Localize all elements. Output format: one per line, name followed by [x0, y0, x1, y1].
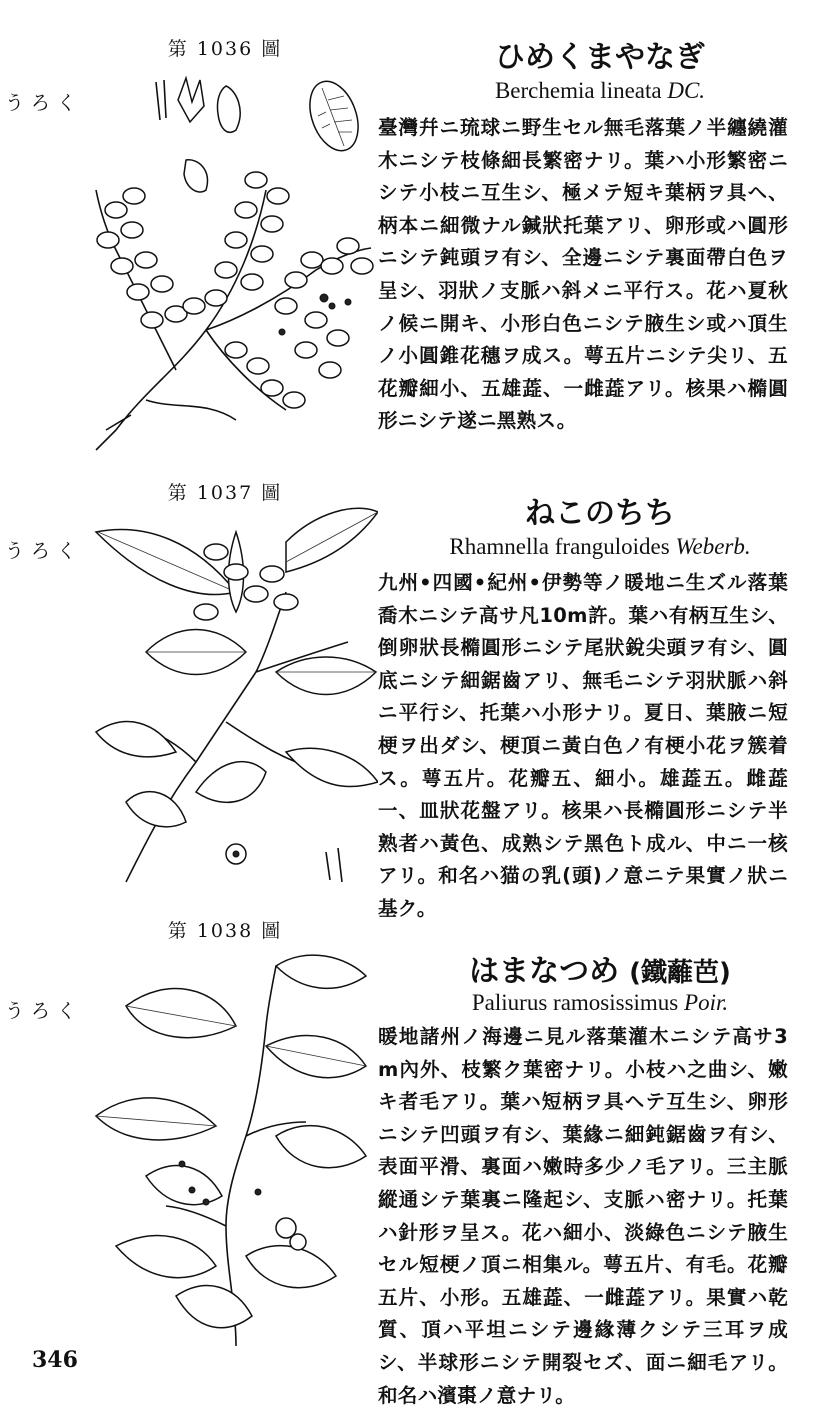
scientific-name: Rhamnella franguloides Weberb. [449, 534, 751, 559]
flower-detail-sketch [226, 844, 342, 882]
leaf-cluster [97, 172, 373, 408]
flower-detail-sketch [156, 78, 240, 192]
family-label: くろう [1, 540, 77, 562]
plant-illustration-berchemia [86, 70, 378, 460]
japanese-name: ねこのちち [525, 496, 675, 531]
page-number: 346 [32, 1347, 78, 1373]
japanese-name: はまなつめ (鐵蘺芭) [469, 954, 731, 989]
figure-label: 第 1038 圖 [167, 920, 283, 942]
family-label: くろう [1, 92, 77, 114]
plant-illustration-rhamnella [86, 502, 378, 894]
figure-label: 第 1037 圖 [167, 482, 283, 504]
scientific-name: Berchemia lineata DC. [494, 78, 706, 103]
leaf-detail-sketch [301, 75, 367, 158]
figure-label: 第 1036 圖 [167, 38, 283, 60]
scientific-name: Paliurus ramosissimus Poir. [471, 990, 729, 1015]
plant-illustration-paliurus [86, 946, 378, 1352]
description-text: 臺灣幷ニ琉球ニ野生セル無毛落葉ノ半纏繞灌木ニシテ枝條細長繁密ナリ。葉ハ小形繁密ニシテ小枝ニ互生シ、極メテ短キ葉柄ヲ具ヘ、柄本ニ細微ナル鍼狀托葉アリ、卵形或ハ圓形ニシテ鈍頭ヲ有シ、全邊ニシテ裏面帶白色ヲ呈シ、羽狀ノ支脈ハ斜メニ平行ス。花ハ夏秋ノ候ニ開キ、小形白色ニシテ腋生シ或ハ頂生ノ小圓錐花穗ヲ成ス。萼五片ニシテ尖リ、五花瓣細小、五雄蕋、一雌蕋アリ。核果ハ橢圓形ニシテ遂ニ黑熟ス。 [378, 116, 788, 433]
description-text: 九州•四國•紀州•伊勢等ノ暖地ニ生ズル落葉喬木ニシテ高サ凡10m許。葉ハ有柄互生シ、倒卵狀長橢圓形ニシテ尾狀銳尖頭ヲ有シ、圓底ニシテ細鋸齒アリ、無毛ニシテ羽狀脈ハ斜ニ平行シ、托葉ハ小形ナリ。夏日、葉腋ニ短梗ヲ出ダシ、梗頂ニ黃白色ノ有梗小花ヲ簇着ス。萼五片。花瓣五、細小。雄蕋五。雌蕋一、皿狀花盤アリ。核果ハ長橢圓形ニシテ半熟者ハ黃色、成熟シテ黑色ト成ル、中ニ一核アリ。和名ハ猫の乳(頭)ノ意ニテ果實ノ狀ニ基ク。 [378, 571, 788, 920]
family-label: くろう [1, 1000, 77, 1022]
japanese-name: ひめくまやなぎ [495, 40, 705, 75]
leaf-cluster [96, 508, 378, 827]
leaf-cluster [96, 955, 366, 1328]
description-text: 暖地諸州ノ海邊ニ見ル落葉灌木ニシテ高サ3m內外、枝繁ク葉密ナリ。小枝ハ之曲シ、嫩キ者毛アリ。葉ハ短柄ヲ具ヘテ互生シ、卵形ニシテ凹頭ヲ有シ、葉緣ニ細鈍鋸齒ヲ有シ、表面平滑、裏面ハ嫩時多少ノ毛アリ。三主脈縱通シテ葉裏ニ隆起シ、支脈ハ密ナリ。托葉ハ針形ヲ呈ス。花ハ細小、淡綠色ニシテ腋生セル短梗ノ頂ニ相集ル。萼五片、有毛。花瓣五片、小形。五雄蕋、一雌蕋アリ。果實ハ乾質、頂ハ平坦ニシテ邊緣薄クシテ三耳ヲ成シ、半球形ニシテ開裂セズ、面ニ細毛アリ。和名ハ濱棗ノ意ナリ。 [378, 1025, 788, 1407]
